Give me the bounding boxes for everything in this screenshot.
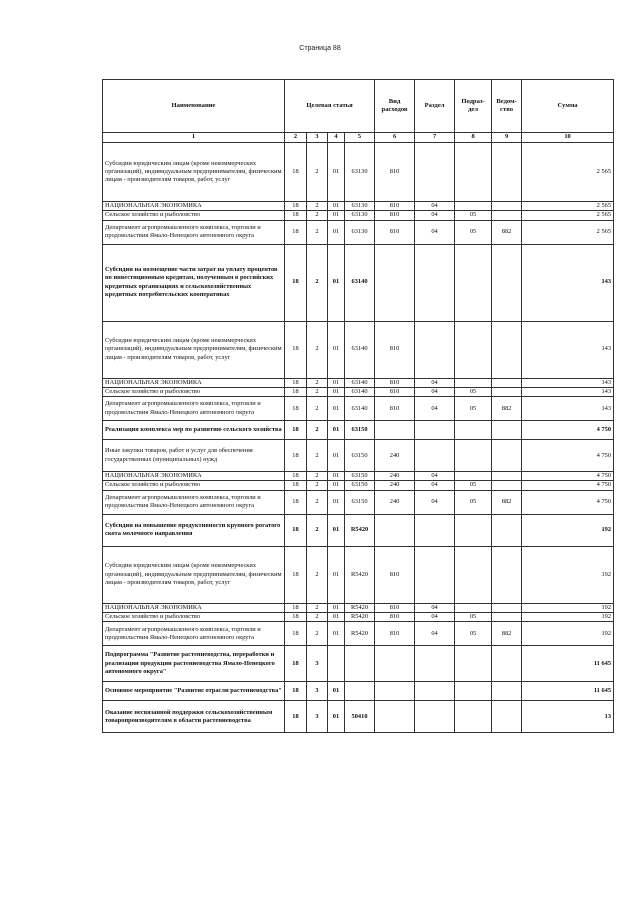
row-target-code: 63150	[345, 421, 375, 440]
row-section	[415, 143, 455, 202]
col-header-subsection: Подраз-дел	[455, 80, 492, 133]
row-target-code: 63130	[345, 202, 375, 211]
row-expense-type: 810	[375, 321, 415, 378]
row-target-subprogram: 2	[307, 472, 328, 481]
row-name: НАЦИОНАЛЬНАЯ ЭКОНОМИКА	[103, 603, 285, 612]
row-target-program: 18	[285, 701, 307, 733]
column-number: 3	[307, 133, 328, 143]
table-row	[103, 472, 614, 481]
row-department	[492, 682, 522, 701]
column-number: 4	[328, 133, 345, 143]
row-target-event: 01	[328, 613, 345, 622]
row-expense-type: 810	[375, 378, 415, 387]
row-target-program: 18	[285, 211, 307, 220]
row-target-code: 63150	[345, 490, 375, 514]
table-row	[103, 143, 614, 202]
col-header-sum: Сумма	[522, 80, 614, 133]
row-department	[492, 202, 522, 211]
row-department: 882	[492, 220, 522, 244]
table-row	[103, 622, 614, 646]
row-target-subprogram: 2	[307, 397, 328, 421]
row-section: 04	[415, 472, 455, 481]
row-target-code	[345, 682, 375, 701]
row-target-event: 01	[328, 220, 345, 244]
row-name: Сельское хозяйство и рыболовство	[103, 481, 285, 490]
row-name: Сельское хозяйство и рыболовство	[103, 387, 285, 396]
row-target-code: R5420	[345, 622, 375, 646]
col-header-name: Наименование	[103, 80, 285, 133]
row-department	[492, 613, 522, 622]
row-department	[492, 472, 522, 481]
row-target-event: 01	[328, 603, 345, 612]
row-target-program: 18	[285, 646, 307, 682]
row-subsection: 05	[455, 622, 492, 646]
row-subsection	[455, 682, 492, 701]
row-section: 04	[415, 613, 455, 622]
row-expense-type: 240	[375, 440, 415, 472]
row-sum: 143	[522, 387, 614, 396]
row-target-subprogram: 2	[307, 603, 328, 612]
header-row	[103, 80, 614, 133]
row-expense-type	[375, 514, 415, 546]
column-number: 10	[522, 133, 614, 143]
row-name: Субсидии на возмещение части затрат на уплату процентов по инвестиционным кредитам, полученным в российских кредитных организациях и сельскохозяйственных кредитных потребительских кооперативах	[103, 244, 285, 321]
row-sum: 2 565	[522, 143, 614, 202]
row-name: Оказание несвязанной поддержки сельскохозяйственным товаропроизводителям в области растениеводства	[103, 701, 285, 733]
row-target-subprogram: 2	[307, 211, 328, 220]
row-target-subprogram: 3	[307, 682, 328, 701]
row-target-program: 18	[285, 202, 307, 211]
row-expense-type: 810	[375, 220, 415, 244]
row-subsection	[455, 440, 492, 472]
row-target-event: 01	[328, 472, 345, 481]
row-sum: 4 750	[522, 481, 614, 490]
row-target-program: 18	[285, 546, 307, 603]
budget-table	[102, 79, 614, 733]
row-target-subprogram: 2	[307, 481, 328, 490]
row-expense-type: 240	[375, 481, 415, 490]
row-target-subprogram: 2	[307, 490, 328, 514]
row-expense-type: 810	[375, 622, 415, 646]
row-department	[492, 143, 522, 202]
row-target-subprogram: 3	[307, 646, 328, 682]
row-expense-type: 810	[375, 603, 415, 612]
column-number-row	[103, 133, 614, 143]
table-row	[103, 603, 614, 612]
row-target-event: 01	[328, 682, 345, 701]
table-row	[103, 220, 614, 244]
table-row	[103, 244, 614, 321]
column-number: 2	[285, 133, 307, 143]
row-target-event: 01	[328, 622, 345, 646]
row-section: 04	[415, 211, 455, 220]
row-target-program: 18	[285, 472, 307, 481]
row-name: Реализация комплекса мер по развитию сельского хозяйства	[103, 421, 285, 440]
row-section	[415, 682, 455, 701]
row-target-code: R5420	[345, 613, 375, 622]
row-target-code: R5420	[345, 546, 375, 603]
row-name: Департамент агропромышленного комплекса, торговли и продовольствия Ямало-Ненецкого автономного округа	[103, 220, 285, 244]
row-section: 04	[415, 397, 455, 421]
table-row	[103, 387, 614, 396]
row-sum: 11 645	[522, 682, 614, 701]
row-target-program: 18	[285, 440, 307, 472]
row-target-code: 63150	[345, 481, 375, 490]
row-target-code: 63140	[345, 387, 375, 396]
column-number: 1	[103, 133, 285, 143]
row-target-event: 01	[328, 143, 345, 202]
row-subsection: 05	[455, 220, 492, 244]
row-subsection	[455, 603, 492, 612]
row-sum: 192	[522, 622, 614, 646]
row-expense-type: 240	[375, 490, 415, 514]
row-target-subprogram: 2	[307, 378, 328, 387]
column-number: 5	[345, 133, 375, 143]
table-row	[103, 202, 614, 211]
row-expense-type	[375, 421, 415, 440]
row-target-program: 18	[285, 143, 307, 202]
row-target-subprogram: 2	[307, 514, 328, 546]
row-target-program: 18	[285, 421, 307, 440]
row-target-subprogram: 2	[307, 440, 328, 472]
row-section: 04	[415, 622, 455, 646]
row-name: Иные закупки товаров, работ и услуг для обеспечения государственных (муниципальных) нужд	[103, 440, 285, 472]
table-row	[103, 682, 614, 701]
row-target-subprogram: 2	[307, 546, 328, 603]
row-target-subprogram: 2	[307, 613, 328, 622]
row-name: Субсидии юридическим лицам (кроме некоммерческих организаций), индивидуальным предпринимателям, физическим лицам - производителям товаров, работ, услуг	[103, 321, 285, 378]
row-sum: 13	[522, 701, 614, 733]
row-name: Сельское хозяйство и рыболовство	[103, 211, 285, 220]
row-expense-type	[375, 682, 415, 701]
table-row	[103, 701, 614, 733]
row-subsection	[455, 321, 492, 378]
row-name: Основное мероприятие "Развитие отрасли растениеводства"	[103, 682, 285, 701]
row-name: Департамент агропромышленного комплекса, торговли и продовольствия Ямало-Ненецкого автономного округа	[103, 622, 285, 646]
row-target-event: 01	[328, 701, 345, 733]
table-row	[103, 421, 614, 440]
row-subsection	[455, 143, 492, 202]
table-body	[103, 143, 614, 733]
row-name: Подпрограмма "Развитие растениеводства, переработки и реализации продукции растениеводства Ямало-Ненецкого автономного округа"	[103, 646, 285, 682]
row-sum: 143	[522, 397, 614, 421]
row-sum: 143	[522, 321, 614, 378]
row-target-subprogram: 2	[307, 421, 328, 440]
row-subsection	[455, 646, 492, 682]
row-sum: 2 565	[522, 211, 614, 220]
table-row	[103, 211, 614, 220]
row-target-event: 01	[328, 490, 345, 514]
row-target-program: 18	[285, 481, 307, 490]
row-target-subprogram: 2	[307, 622, 328, 646]
row-target-program: 18	[285, 220, 307, 244]
row-target-event: 01	[328, 321, 345, 378]
row-section: 04	[415, 202, 455, 211]
col-header-section: Раздел	[415, 80, 455, 133]
row-expense-type: 810	[375, 202, 415, 211]
row-section	[415, 244, 455, 321]
table-row	[103, 378, 614, 387]
row-expense-type: 240	[375, 472, 415, 481]
row-department	[492, 211, 522, 220]
row-subsection	[455, 421, 492, 440]
row-department	[492, 321, 522, 378]
row-target-subprogram: 2	[307, 143, 328, 202]
row-target-code: 63140	[345, 397, 375, 421]
column-number: 8	[455, 133, 492, 143]
row-sum: 143	[522, 378, 614, 387]
row-expense-type: 810	[375, 211, 415, 220]
row-target-event: 01	[328, 244, 345, 321]
row-target-program: 18	[285, 603, 307, 612]
row-department: 882	[492, 397, 522, 421]
row-target-program: 18	[285, 622, 307, 646]
row-name: НАЦИОНАЛЬНАЯ ЭКОНОМИКА	[103, 202, 285, 211]
row-target-code: 63130	[345, 220, 375, 244]
row-target-subprogram: 2	[307, 244, 328, 321]
row-expense-type: 810	[375, 397, 415, 421]
row-section	[415, 646, 455, 682]
row-subsection: 05	[455, 613, 492, 622]
row-sum: 143	[522, 244, 614, 321]
row-sum: 4 750	[522, 421, 614, 440]
row-department	[492, 440, 522, 472]
row-department: 882	[492, 490, 522, 514]
row-name: Субсидии на повышение продуктивности крупного рогатого скота молочного направления	[103, 514, 285, 546]
row-subsection: 05	[455, 387, 492, 396]
row-department	[492, 701, 522, 733]
row-target-code: 63140	[345, 378, 375, 387]
row-department	[492, 514, 522, 546]
row-expense-type: 810	[375, 613, 415, 622]
row-section	[415, 440, 455, 472]
row-target-program: 18	[285, 387, 307, 396]
row-target-event: 01	[328, 378, 345, 387]
row-target-event: 01	[328, 440, 345, 472]
row-subsection: 05	[455, 490, 492, 514]
row-name: Субсидии юридическим лицам (кроме некоммерческих организаций), индивидуальным предпринимателям, физическим лицам - производителям товаров, работ, услуг	[103, 546, 285, 603]
page-header: Страница 88	[299, 45, 341, 52]
row-target-subprogram: 2	[307, 202, 328, 211]
row-name: Сельское хозяйство и рыболовство	[103, 613, 285, 622]
column-number: 6	[375, 133, 415, 143]
row-department	[492, 603, 522, 612]
row-name: Субсидии юридическим лицам (кроме некоммерческих организаций), индивидуальным предпринимателям, физическим лицам - производителям товаров, работ, услуг	[103, 143, 285, 202]
row-section	[415, 514, 455, 546]
row-department: 882	[492, 622, 522, 646]
row-department	[492, 546, 522, 603]
row-department	[492, 387, 522, 396]
row-target-subprogram: 2	[307, 321, 328, 378]
row-department	[492, 481, 522, 490]
row-target-event: 01	[328, 202, 345, 211]
table-row	[103, 490, 614, 514]
table-row	[103, 514, 614, 546]
row-target-event	[328, 646, 345, 682]
row-department	[492, 244, 522, 321]
row-section: 04	[415, 378, 455, 387]
row-target-subprogram: 2	[307, 220, 328, 244]
row-name: Департамент агропромышленного комплекса, торговли и продовольствия Ямало-Ненецкого автономного округа	[103, 397, 285, 421]
row-subsection: 05	[455, 397, 492, 421]
row-section: 04	[415, 490, 455, 514]
row-name: Департамент агропромышленного комплекса, торговли и продовольствия Ямало-Ненецкого автономного округа	[103, 490, 285, 514]
row-subsection	[455, 472, 492, 481]
row-section	[415, 421, 455, 440]
row-department	[492, 421, 522, 440]
row-subsection	[455, 701, 492, 733]
row-section: 04	[415, 387, 455, 396]
row-sum: 192	[522, 603, 614, 612]
row-target-code: 63140	[345, 321, 375, 378]
row-subsection: 05	[455, 211, 492, 220]
row-target-event: 01	[328, 211, 345, 220]
row-subsection	[455, 202, 492, 211]
col-header-department: Ведом-ство	[492, 80, 522, 133]
row-expense-type	[375, 244, 415, 321]
row-subsection	[455, 378, 492, 387]
row-section: 04	[415, 220, 455, 244]
row-section	[415, 321, 455, 378]
row-target-program: 18	[285, 490, 307, 514]
row-target-code: 63150	[345, 472, 375, 481]
table-row	[103, 481, 614, 490]
row-name: НАЦИОНАЛЬНАЯ ЭКОНОМИКА	[103, 472, 285, 481]
row-target-program: 18	[285, 378, 307, 387]
row-target-event: 01	[328, 546, 345, 603]
table-row	[103, 321, 614, 378]
row-sum: 192	[522, 613, 614, 622]
row-sum: 11 645	[522, 646, 614, 682]
row-target-code: 63130	[345, 211, 375, 220]
row-sum: 192	[522, 546, 614, 603]
table-row	[103, 613, 614, 622]
row-expense-type: 810	[375, 387, 415, 396]
col-header-expense-type: Вид расходов	[375, 80, 415, 133]
row-expense-type: 810	[375, 143, 415, 202]
row-subsection	[455, 514, 492, 546]
column-number: 9	[492, 133, 522, 143]
row-department	[492, 646, 522, 682]
table-row	[103, 440, 614, 472]
table-row	[103, 546, 614, 603]
row-target-code: R5420	[345, 603, 375, 612]
row-target-program: 18	[285, 321, 307, 378]
row-target-code: 63130	[345, 143, 375, 202]
row-section: 04	[415, 603, 455, 612]
row-name: НАЦИОНАЛЬНАЯ ЭКОНОМИКА	[103, 378, 285, 387]
row-expense-type	[375, 646, 415, 682]
column-number: 7	[415, 133, 455, 143]
row-sum: 192	[522, 514, 614, 546]
row-subsection	[455, 244, 492, 321]
row-target-event: 01	[328, 481, 345, 490]
row-sum: 4 750	[522, 490, 614, 514]
row-sum: 4 750	[522, 440, 614, 472]
row-sum: 2 565	[522, 202, 614, 211]
row-expense-type	[375, 701, 415, 733]
row-target-code	[345, 646, 375, 682]
row-target-subprogram: 3	[307, 701, 328, 733]
row-section	[415, 701, 455, 733]
row-target-code: R5420	[345, 514, 375, 546]
row-target-program: 18	[285, 682, 307, 701]
row-target-program: 18	[285, 613, 307, 622]
row-target-program: 18	[285, 397, 307, 421]
row-sum: 4 750	[522, 472, 614, 481]
row-section	[415, 546, 455, 603]
row-target-event: 01	[328, 397, 345, 421]
col-header-target: Целевая статья	[285, 80, 375, 133]
row-subsection	[455, 546, 492, 603]
row-target-code: 63140	[345, 244, 375, 321]
row-target-event: 01	[328, 421, 345, 440]
row-target-subprogram: 2	[307, 387, 328, 396]
row-target-program: 18	[285, 244, 307, 321]
row-target-code: 63150	[345, 440, 375, 472]
row-target-event: 01	[328, 514, 345, 546]
row-target-program: 18	[285, 514, 307, 546]
row-expense-type: 810	[375, 546, 415, 603]
row-sum: 2 565	[522, 220, 614, 244]
row-target-code: 50410	[345, 701, 375, 733]
table-row	[103, 646, 614, 682]
row-section: 04	[415, 481, 455, 490]
row-target-event: 01	[328, 387, 345, 396]
table-row	[103, 397, 614, 421]
row-subsection: 05	[455, 481, 492, 490]
row-department	[492, 378, 522, 387]
